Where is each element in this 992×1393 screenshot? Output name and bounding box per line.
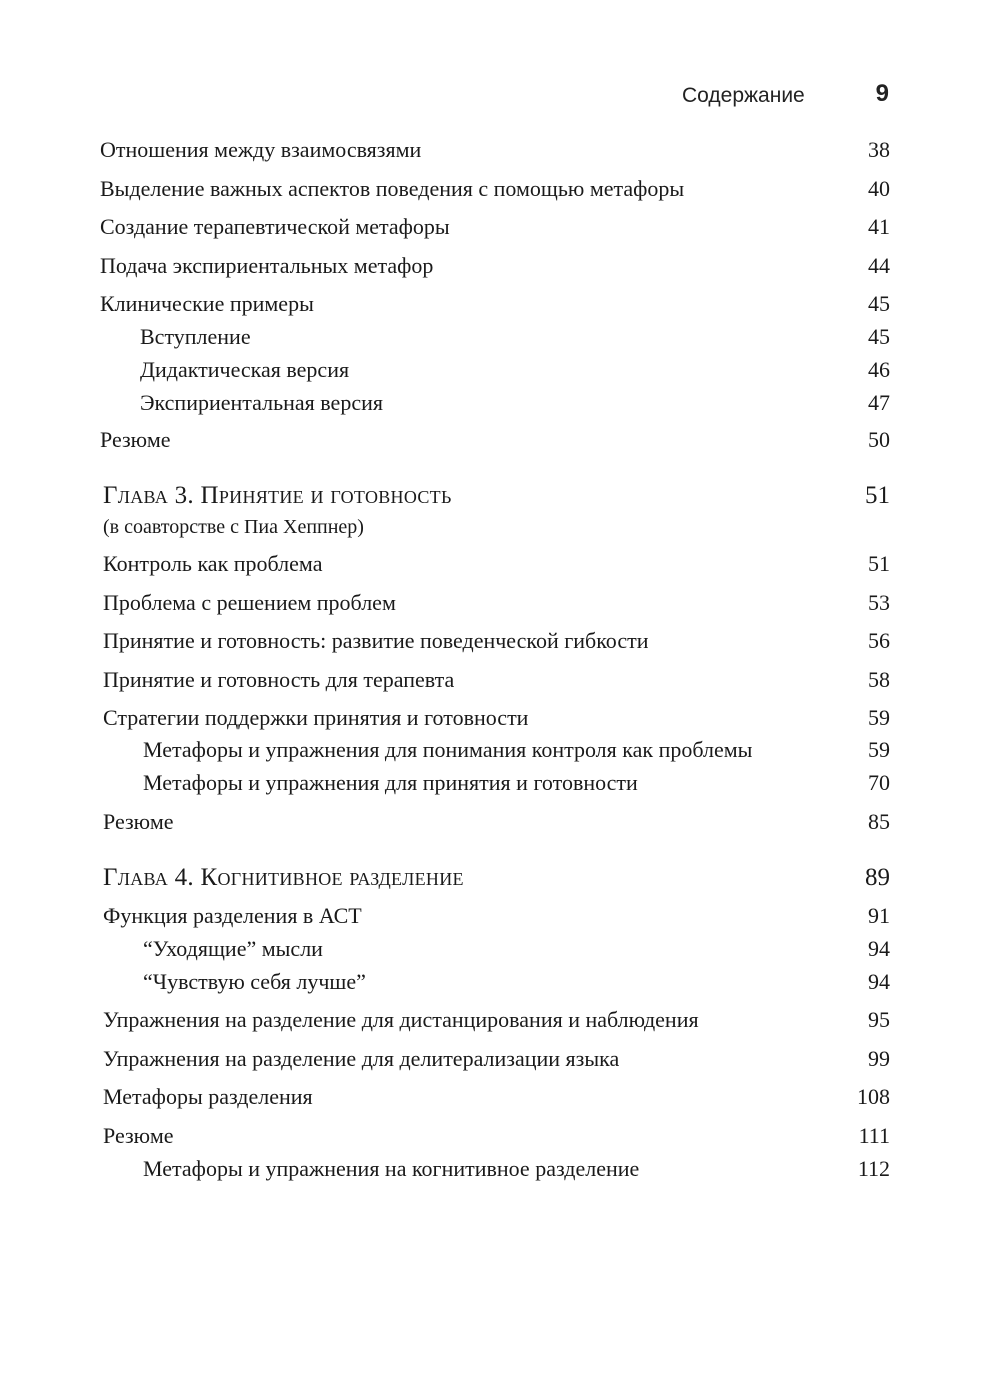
- toc-entry-title: Создание терапевтической метафоры: [100, 214, 450, 239]
- toc-entry-title: Метафоры и упражнения для принятия и готовности: [143, 770, 638, 795]
- toc-entry-page: 56: [868, 628, 890, 653]
- chapter-coauthor-note: (в соавторстве с Пиа Хеппнер): [103, 516, 364, 538]
- running-header-title: Содержание: [682, 84, 805, 107]
- toc-entry-title: Резюме: [100, 427, 171, 452]
- toc-entry: [100, 290, 890, 318]
- toc-entry-page: 112: [857, 1156, 890, 1181]
- chapter-title: Глава 4. Когнитивное разделение: [103, 864, 464, 891]
- toc-entry: [100, 213, 890, 241]
- toc-entry-page: 58: [868, 667, 890, 692]
- toc-entry: [100, 426, 890, 454]
- running-header: [0, 80, 992, 114]
- toc-subentry: [103, 769, 890, 797]
- toc-entry: [103, 1006, 890, 1034]
- toc-entry: [103, 589, 890, 617]
- toc-entry: [100, 136, 890, 164]
- toc-entry-title: Резюме: [103, 1123, 174, 1148]
- toc-entry-page: 50: [868, 427, 890, 452]
- toc-entry-title: Отношения между взаимосвязями: [100, 137, 422, 162]
- toc-entry: [103, 666, 890, 694]
- toc-entry: [100, 252, 890, 280]
- toc-subentry: [103, 968, 890, 996]
- toc-entry-page: 40: [868, 176, 890, 201]
- toc-entry-page: 44: [868, 253, 890, 278]
- chapter-page: 51: [865, 482, 890, 509]
- chapter-page: 89: [865, 864, 890, 891]
- toc-entry: [103, 550, 890, 578]
- toc-entry-page: 46: [868, 357, 890, 382]
- toc-entry: [103, 627, 890, 655]
- toc-entry-page: 108: [857, 1084, 890, 1109]
- toc-entry-title: Контроль как проблема: [103, 551, 323, 576]
- toc-entry-page: 59: [868, 737, 890, 762]
- toc-entry-page: 45: [868, 291, 890, 316]
- toc-subentry: [103, 736, 890, 764]
- toc-entry-title: Резюме: [103, 809, 174, 834]
- toc-entry: [103, 902, 890, 930]
- toc-entry: [103, 1083, 890, 1111]
- toc-subentry: [100, 389, 890, 417]
- toc-entry-page: 85: [868, 809, 890, 834]
- toc-subentry: [100, 356, 890, 384]
- toc-entry-title: Клинические примеры: [100, 291, 314, 316]
- toc-entry: [103, 1122, 890, 1150]
- toc-subentry: [103, 1155, 890, 1183]
- toc-entry-title: Дидактическая версия: [140, 357, 350, 382]
- toc-entry-title: Выделение важных аспектов поведения с помощью метафоры: [100, 176, 685, 201]
- toc-entry-page: 45: [868, 324, 890, 349]
- chapter-heading: [103, 862, 890, 894]
- toc-subentry: [100, 323, 890, 351]
- toc-entry-page: 41: [868, 214, 890, 239]
- toc-entry-title: “Чувствую себя лучше”: [143, 969, 366, 994]
- toc-entry-title: Метафоры и упражнения для понимания контроля как проблемы: [143, 737, 753, 762]
- toc-entry-title: Метафоры и упражнения на когнитивное разделение: [143, 1156, 640, 1181]
- toc-subentry: [103, 935, 890, 963]
- toc-entry-page: 51: [868, 551, 890, 576]
- toc-entry: [103, 808, 890, 836]
- toc-entry-page: 95: [868, 1007, 890, 1032]
- toc-entry-page: 99: [868, 1046, 890, 1071]
- chapter-heading: [103, 480, 890, 512]
- toc-entry-page: 47: [868, 390, 890, 415]
- toc-entry-title: “Уходящие” мысли: [143, 936, 323, 961]
- toc-entry-page: 53: [868, 590, 890, 615]
- toc-entry-title: Вступление: [140, 324, 251, 349]
- toc-entry-page: 94: [868, 936, 890, 961]
- toc-entry-title: Экспириентальная версия: [140, 390, 383, 415]
- toc-entry-title: Стратегии поддержки принятия и готовности: [103, 705, 529, 730]
- toc-entry-page: 111: [858, 1123, 890, 1148]
- page-number: 9: [875, 80, 889, 107]
- chapter-title: Глава 3. Принятие и готовность: [103, 482, 452, 509]
- toc-entry-title: Принятие и готовность: развитие поведенческой гибкости: [103, 628, 649, 653]
- toc-entry-title: Упражнения на разделение для делитерализации языка: [103, 1046, 620, 1071]
- toc-entry: [103, 704, 890, 732]
- toc-entry: [100, 175, 890, 203]
- toc-entry: [103, 1045, 890, 1073]
- toc-entry-title: Проблема с решением проблем: [103, 590, 396, 615]
- toc-entry-title: Функция разделения в АСТ: [103, 903, 362, 928]
- toc-entry-title: Подача экспириентальных метафор: [100, 253, 434, 278]
- toc-entry-page: 70: [868, 770, 890, 795]
- toc-entry-title: Упражнения на разделение для дистанцирования и наблюдения: [103, 1007, 699, 1032]
- toc-entry-page: 38: [868, 137, 890, 162]
- toc-entry-page: 91: [868, 903, 890, 928]
- toc-entry-title: Принятие и готовность для терапевта: [103, 667, 455, 692]
- toc-entry-page: 94: [868, 969, 890, 994]
- toc-entry-title: Метафоры разделения: [103, 1084, 313, 1109]
- toc-entry-page: 59: [868, 705, 890, 730]
